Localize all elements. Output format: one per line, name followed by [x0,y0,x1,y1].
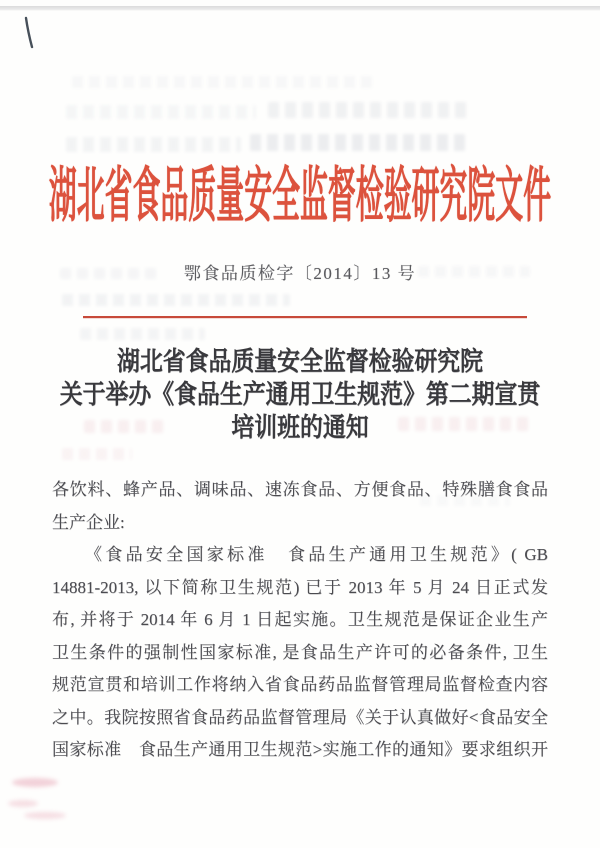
scan-edge-shadow [0,6,600,11]
bleed-through-text [66,137,241,152]
bleed-through-text [268,102,468,118]
bleed-through-text [72,76,372,88]
body-line: 《食品安全国家标准 食品生产通用卫生规范》( GB [85,545,548,564]
document-title-line: 培训班的通知 [231,413,369,442]
document-title-line: 关于举办《食品生产通用卫生规范》第二期宣贯 [59,380,541,409]
bleed-through-text [250,134,465,151]
bleed-through-text [62,448,132,460]
bleed-through-text [80,328,205,340]
body-line: 国家标准 食品生产通用卫生规范>实施工作的通知》要求组织开 [52,740,548,759]
document-header-title: 湖北省食品质量安全监督检验研究院文件 [48,163,552,229]
ink-smudge [8,800,38,807]
red-divider-line [83,316,527,318]
body-line: 各饮料、蜂产品、调味品、速冻食品、方便食品、特殊膳食食品 [52,480,548,499]
document-title-line: 湖北省食品质量安全监督检验研究院 [116,347,484,376]
body-line: 生产企业: [52,512,125,532]
body-line: 布, 并将于 2014 年 6 月 1 日起实施。卫生规范是保证企业生产 [52,610,548,629]
bleed-through-text [62,294,290,306]
body-line: 卫生条件的强制性国家标准, 是食品生产许可的必备条件, 卫生 [52,642,548,662]
body-line: 之中。我院按照省食品药品监督管理局《关于认真做好<食品安全 [52,707,548,727]
body-line: 14881-2013, 以下简称卫生规范) 已于 2013 年 5 月 24 日正式发 [52,577,548,597]
pen-mark [18,12,48,60]
document-body [52,474,548,767]
body-line: 规范宣贯和培训工作将纳入省食品药品监督管理局监督检查内容 [52,675,548,694]
bleed-through-text [66,105,256,119]
ink-smudge [24,812,66,819]
document-number: 鄂食品质检字〔2014〕13 号 [183,264,417,283]
document-title [0,345,600,444]
ink-smudge [12,778,58,787]
